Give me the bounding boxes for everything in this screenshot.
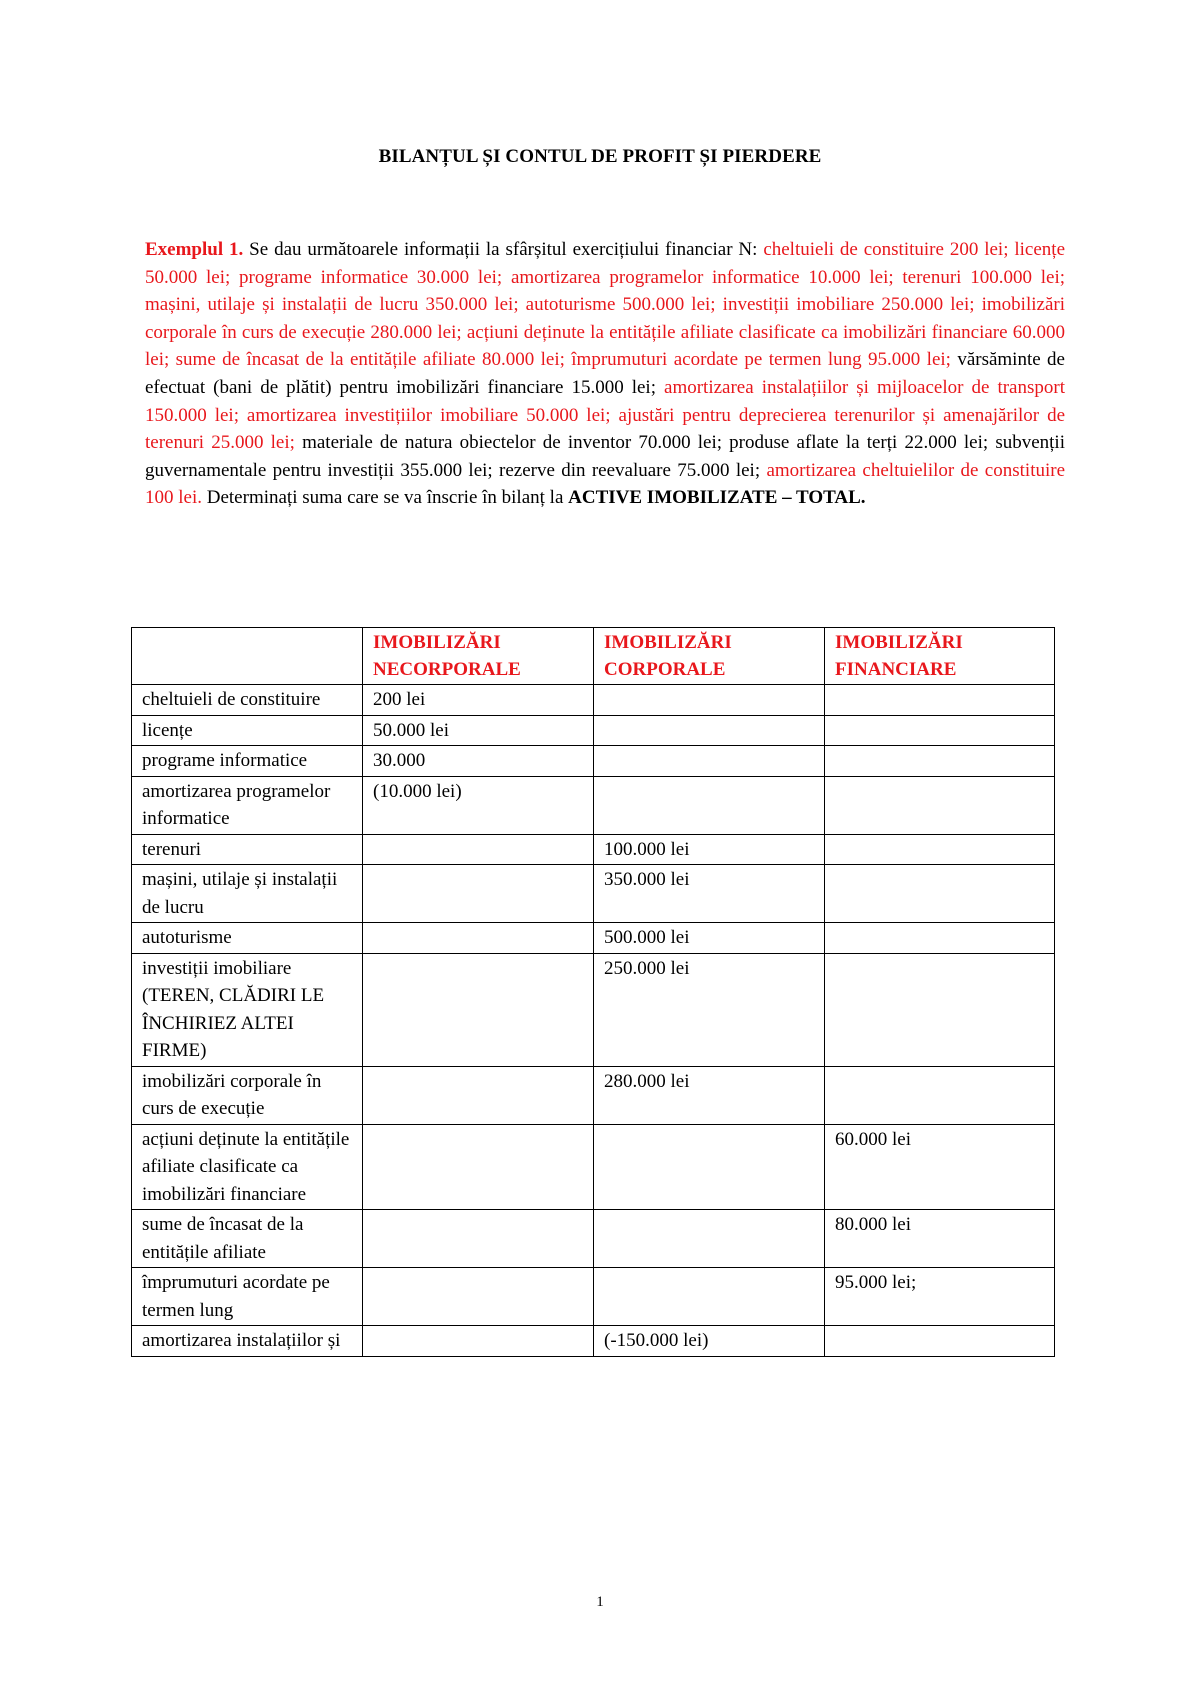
header-corporale: IMOBILIZĂRI CORPORALE	[594, 628, 825, 685]
necorporale-cell	[363, 1124, 594, 1210]
corporale-cell	[594, 1124, 825, 1210]
necorporale-cell: (10.000 lei)	[363, 776, 594, 834]
necorporale-cell	[363, 953, 594, 1066]
corporale-cell: 100.000 lei	[594, 834, 825, 865]
item-cell: amortizarea instalațiilor și	[132, 1326, 363, 1357]
item-cell: investiții imobiliare (TEREN, CLĂDIRI LE ÎNCHIRIEZ ALTEI FIRME)	[132, 953, 363, 1066]
financiare-cell	[825, 776, 1055, 834]
necorporale-cell	[363, 834, 594, 865]
necorporale-cell	[363, 1326, 594, 1357]
financiare-cell	[825, 1326, 1055, 1357]
necorporale-cell	[363, 1066, 594, 1124]
table-row	[132, 685, 1055, 716]
item-cell: cheltuieli de constituire	[132, 685, 363, 716]
corporale-cell: (-150.000 lei)	[594, 1326, 825, 1357]
highlighted-text: amortizarea investițiilor imobiliare 50.000 lei; ajustări pentru deprecierea terenurilor și amenajărilor de terenuri 25.000 lei;	[145, 404, 1065, 454]
item-cell: licențe	[132, 715, 363, 746]
table-row	[132, 746, 1055, 777]
corporale-cell	[594, 1268, 825, 1326]
financiare-cell	[825, 746, 1055, 777]
corporale-cell	[594, 776, 825, 834]
highlighted-text: amortizarea cheltuielilor de constituire 100 lei.	[145, 459, 1066, 509]
corporale-cell	[594, 685, 825, 716]
financiare-cell: 60.000 lei	[825, 1124, 1055, 1210]
table-header-row	[132, 628, 1055, 685]
financiare-cell	[825, 685, 1055, 716]
page-title: BILANȚUL ȘI CONTUL DE PROFIT ȘI PIERDERE	[378, 146, 822, 167]
example-text	[145, 239, 1065, 508]
table-row	[132, 1268, 1055, 1326]
table-row	[132, 1210, 1055, 1268]
table-row	[132, 715, 1055, 746]
necorporale-cell: 50.000 lei	[363, 715, 594, 746]
body-text: Determinați suma care se va înscrie în bilanț la	[202, 487, 569, 509]
corporale-cell	[594, 1210, 825, 1268]
financiare-cell: 80.000 lei	[825, 1210, 1055, 1268]
example-paragraph	[145, 236, 1065, 512]
body-text: vărsăminte de efectuat (bani de plătit) pentru imobilizări financiare 15.000 lei;	[145, 349, 1065, 398]
body-text: materiale de natura obiectelor de inventor 70.000 lei; produse aflate la terți 22.000 lei; subvenții guvernamentale pentru investiții 355.000 lei; rezerve din reevaluare 75.000 lei;	[145, 432, 1065, 481]
example-label: Exemplul 1.	[145, 239, 244, 260]
financiare-cell	[825, 953, 1055, 1066]
corporale-cell: 250.000 lei	[594, 953, 825, 1066]
financiare-cell	[825, 923, 1055, 954]
corporale-cell: 280.000 lei	[594, 1066, 825, 1124]
item-cell: mașini, utilaje și instalații de lucru	[132, 865, 363, 923]
necorporale-cell	[363, 1268, 594, 1326]
table-row	[132, 1326, 1055, 1357]
item-cell: autoturisme	[132, 923, 363, 954]
table-row	[132, 953, 1055, 1066]
table-row	[132, 1066, 1055, 1124]
necorporale-cell: 200 lei	[363, 685, 594, 716]
item-cell: programe informatice	[132, 746, 363, 777]
necorporale-cell	[363, 923, 594, 954]
table-row	[132, 1124, 1055, 1210]
corporale-cell	[594, 746, 825, 777]
table-row	[132, 923, 1055, 954]
header-necorporale: IMOBILIZĂRI NECORPORALE	[363, 628, 594, 685]
table-row	[132, 865, 1055, 923]
page-number: 1	[596, 1594, 604, 1610]
table-row	[132, 776, 1055, 834]
highlighted-text: amortizarea instalațiilor și mijloacelor de transport 150.000 lei;	[145, 376, 1065, 426]
financiare-cell: 95.000 lei;	[825, 1268, 1055, 1326]
financiare-cell	[825, 1066, 1055, 1124]
necorporale-cell	[363, 1210, 594, 1268]
item-cell: acțiuni deținute la entitățile afiliate clasificate ca imobilizări financiare	[132, 1124, 363, 1210]
item-cell: terenuri	[132, 834, 363, 865]
item-cell: sume de încasat de la entitățile afiliate	[132, 1210, 363, 1268]
necorporale-cell: 30.000	[363, 746, 594, 777]
classification-table	[131, 627, 1055, 1357]
table-body	[132, 685, 1055, 1357]
body-text: Se dau următoarele informații la sfârșitul exercițiului financiar N:	[243, 239, 764, 260]
table-row	[132, 834, 1055, 865]
highlighted-text: cheltuieli de constituire 200 lei; licențe 50.000 lei; programe informatice 30.000 lei; amortizarea programelor informatice 10.000 lei; terenuri 100.000 lei; mașini, utilaje și instalații de lucru 350.000 lei; autoturisme 500.000 lei; investiții imobiliare 250.000 lei; imobilizări corporale în curs de execuție 280.000 lei; acțiuni deținute la entitățile afiliate clasificate ca imobilizări financiare 60.000 lei; sume de încasat de la entitățile afiliate 80.000 lei; împrumuturi acordate pe termen lung 95.000 lei;	[145, 239, 1066, 371]
header-financiare: IMOBILIZĂRI FINANCIARE	[825, 628, 1055, 685]
financiare-cell	[825, 834, 1055, 865]
necorporale-cell	[363, 865, 594, 923]
item-cell: imobilizări corporale în curs de execuție	[132, 1066, 363, 1124]
header-item	[132, 628, 363, 685]
corporale-cell: 500.000 lei	[594, 923, 825, 954]
corporale-cell: 350.000 lei	[594, 865, 825, 923]
corporale-cell	[594, 715, 825, 746]
emphasis-text: ACTIVE IMOBILIZATE – TOTAL.	[568, 487, 866, 509]
body-text	[239, 405, 247, 426]
financiare-cell	[825, 865, 1055, 923]
financiare-cell	[825, 715, 1055, 746]
item-cell: amortizarea programelor informatice	[132, 776, 363, 834]
item-cell: împrumuturi acordate pe termen lung	[132, 1268, 363, 1326]
